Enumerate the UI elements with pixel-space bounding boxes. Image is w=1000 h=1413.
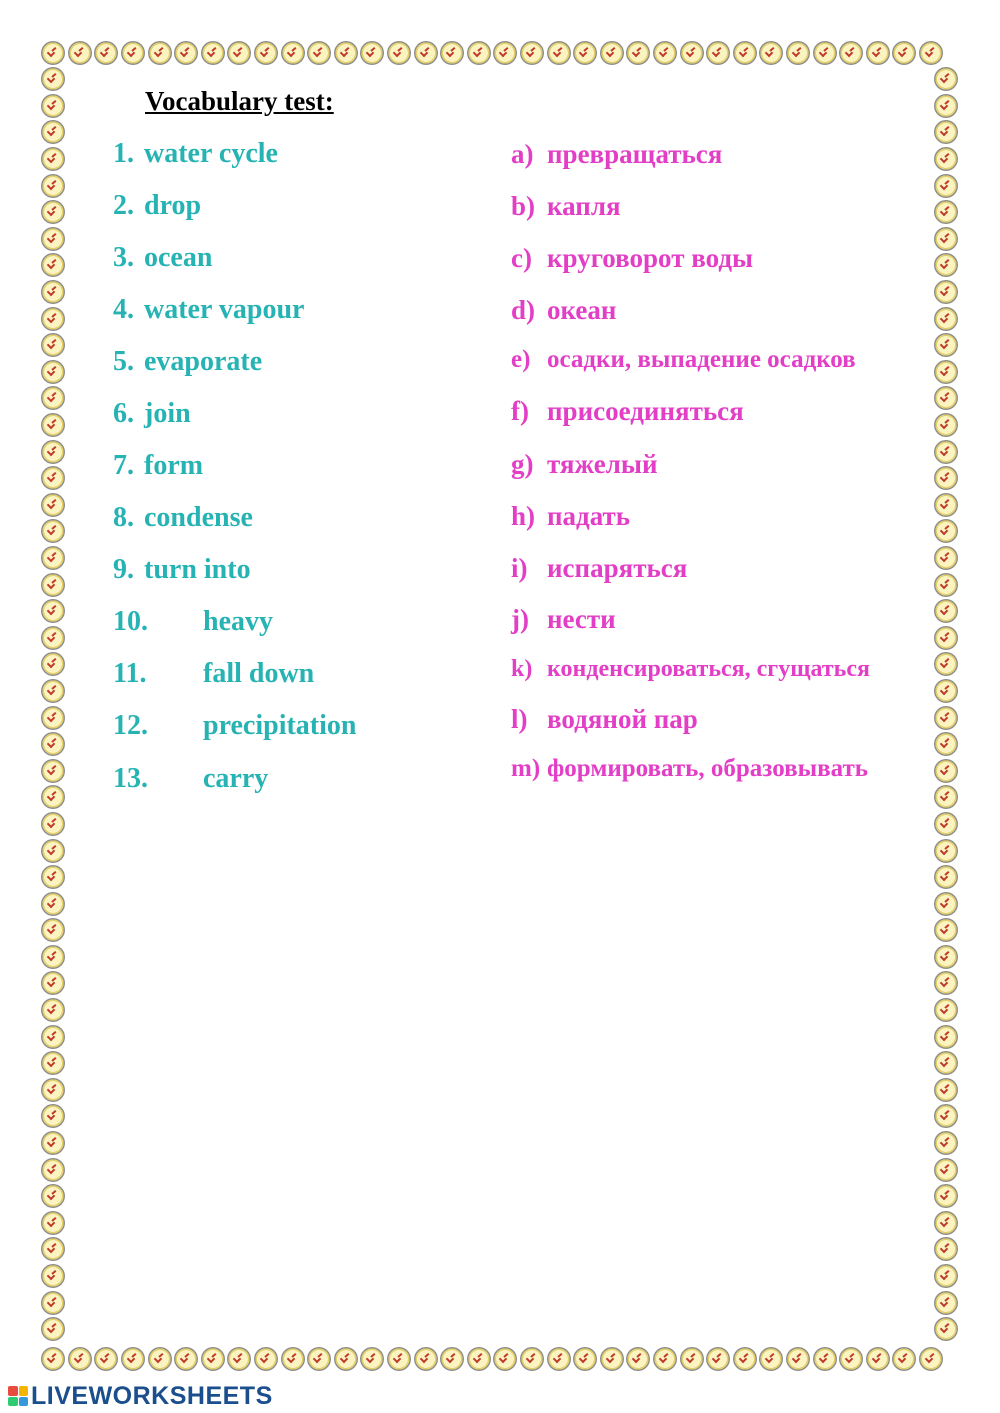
translation-text: океан — [547, 295, 617, 325]
term-number: 13. — [113, 763, 148, 794]
clock-icon — [934, 759, 958, 783]
clock-icon — [934, 200, 958, 224]
translation-letter: i) — [511, 553, 528, 583]
brand-footer — [8, 1381, 273, 1411]
clock-icon — [919, 41, 943, 65]
clock-icon — [41, 200, 65, 224]
clock-icon — [892, 41, 916, 65]
clock-icon — [174, 1347, 198, 1371]
clock-icon — [41, 1184, 65, 1208]
clock-icon — [934, 892, 958, 916]
term-number: 5. — [113, 346, 134, 377]
clock-icon — [680, 1347, 704, 1371]
clock-icon — [866, 1347, 890, 1371]
clock-icon — [786, 1347, 810, 1371]
clock-icon — [934, 626, 958, 650]
clock-icon — [467, 41, 491, 65]
clock-icon — [41, 706, 65, 730]
clock-icon — [41, 1237, 65, 1261]
clock-icon — [934, 1291, 958, 1315]
clock-icon — [41, 599, 65, 623]
clock-icon — [41, 679, 65, 703]
clock-icon — [41, 892, 65, 916]
clock-icon — [41, 1317, 65, 1341]
clock-icon — [934, 573, 958, 597]
term-word: ocean — [144, 242, 213, 273]
clock-icon — [41, 1131, 65, 1155]
term-word: carry — [203, 763, 269, 794]
translation-letter: g) — [511, 449, 534, 479]
english-term-item — [113, 763, 268, 795]
clock-icon — [934, 706, 958, 730]
term-word: turn into — [144, 554, 251, 585]
clock-icon — [41, 41, 65, 65]
term-number: 1. — [113, 138, 134, 169]
clock-icon — [934, 1317, 958, 1341]
clock-border-left — [40, 66, 66, 1343]
clock-icon — [934, 599, 958, 623]
clock-icon — [934, 307, 958, 331]
clock-icon — [41, 652, 65, 676]
clock-icon — [201, 1347, 225, 1371]
translation-text: конденсироваться, сгущаться — [547, 656, 870, 682]
clock-icon — [41, 493, 65, 517]
translation-text: капля — [547, 191, 621, 221]
russian-translation-item — [511, 755, 868, 783]
clock-icon — [573, 1347, 597, 1371]
clock-icon — [934, 1131, 958, 1155]
clock-icon — [334, 41, 358, 65]
translation-text: испаряться — [547, 553, 688, 583]
clock-icon — [520, 41, 544, 65]
clock-icon — [41, 945, 65, 969]
clock-icon — [934, 333, 958, 357]
russian-translation-item — [511, 295, 616, 326]
brand-logo-icon — [8, 1386, 28, 1406]
clock-icon — [94, 41, 118, 65]
clock-icon — [759, 41, 783, 65]
term-word: form — [144, 450, 204, 481]
clock-border-bottom — [40, 1346, 944, 1372]
clock-icon — [201, 41, 225, 65]
translation-letter: a) — [511, 139, 534, 169]
clock-icon — [360, 41, 384, 65]
russian-translation-item — [511, 501, 630, 532]
term-number: 8. — [113, 502, 134, 533]
translation-letter: m) — [511, 755, 541, 782]
term-word: join — [144, 398, 191, 429]
clock-icon — [934, 812, 958, 836]
english-term-item — [113, 346, 262, 378]
clock-icon — [680, 41, 704, 65]
clock-icon — [919, 1347, 943, 1371]
clock-icon — [733, 41, 757, 65]
translation-text: превращаться — [547, 139, 723, 169]
clock-icon — [934, 466, 958, 490]
clock-icon — [334, 1347, 358, 1371]
clock-icon — [41, 839, 65, 863]
translation-text: круговорот воды — [547, 243, 754, 273]
clock-icon — [281, 41, 305, 65]
clock-icon — [934, 493, 958, 517]
translation-text: нести — [547, 604, 616, 634]
clock-icon — [934, 280, 958, 304]
clock-icon — [934, 945, 958, 969]
clock-icon — [41, 971, 65, 995]
clock-icon — [414, 1347, 438, 1371]
translation-text: формировать, образовывать — [547, 755, 868, 782]
term-word: precipitation — [203, 710, 357, 741]
clock-icon — [934, 440, 958, 464]
translation-text: тяжелый — [547, 449, 658, 479]
clock-icon — [227, 1347, 251, 1371]
term-number: 4. — [113, 294, 134, 325]
english-term-item — [113, 502, 253, 534]
clock-icon — [41, 174, 65, 198]
clock-icon — [41, 1347, 65, 1371]
clock-icon — [934, 1104, 958, 1128]
clock-icon — [387, 1347, 411, 1371]
clock-icon — [41, 546, 65, 570]
clock-icon — [786, 41, 810, 65]
clock-icon — [759, 1347, 783, 1371]
clock-icon — [148, 41, 172, 65]
clock-icon — [41, 1051, 65, 1075]
clock-icon — [733, 1347, 757, 1371]
clock-icon — [41, 1264, 65, 1288]
russian-translation-item — [511, 604, 616, 635]
clock-icon — [41, 466, 65, 490]
clock-icon — [813, 41, 837, 65]
translation-text: падать — [547, 501, 631, 531]
clock-icon — [41, 227, 65, 251]
russian-translation-item — [511, 243, 753, 274]
russian-translation-item — [511, 656, 870, 683]
translation-letter: b) — [511, 191, 536, 221]
clock-icon — [934, 94, 958, 118]
clock-icon — [934, 360, 958, 384]
clock-icon — [626, 41, 650, 65]
clock-icon — [41, 785, 65, 809]
clock-icon — [360, 1347, 384, 1371]
clock-icon — [41, 1104, 65, 1128]
clock-icon — [41, 918, 65, 942]
clock-icon — [934, 1025, 958, 1049]
clock-icon — [600, 41, 624, 65]
clock-icon — [41, 253, 65, 277]
clock-icon — [41, 333, 65, 357]
term-word: water vapour — [144, 294, 305, 325]
clock-icon — [493, 1347, 517, 1371]
clock-icon — [41, 759, 65, 783]
term-number: 2. — [113, 190, 134, 221]
clock-icon — [934, 227, 958, 251]
term-number: 11. — [113, 658, 147, 689]
term-number: 9. — [113, 554, 134, 585]
clock-icon — [41, 1291, 65, 1315]
clock-icon — [307, 1347, 331, 1371]
translation-letter: k) — [511, 656, 533, 682]
clock-icon — [387, 41, 411, 65]
clock-icon — [41, 386, 65, 410]
clock-icon — [600, 1347, 624, 1371]
russian-translation-item — [511, 191, 621, 222]
term-word: water cycle — [144, 138, 278, 169]
clock-icon — [934, 839, 958, 863]
term-word: fall down — [203, 658, 315, 689]
clock-icon — [41, 280, 65, 304]
clock-icon — [41, 998, 65, 1022]
translation-letter: j) — [511, 604, 529, 634]
clock-icon — [41, 865, 65, 889]
clock-icon — [547, 41, 571, 65]
russian-translation-item — [511, 396, 744, 427]
term-number: 12. — [113, 710, 148, 741]
translation-text: водяной пар — [547, 704, 698, 734]
clock-icon — [41, 812, 65, 836]
clock-border-top — [40, 40, 944, 66]
clock-icon — [121, 1347, 145, 1371]
page-title: Vocabulary test: — [145, 86, 334, 116]
english-term-item — [113, 190, 201, 222]
clock-icon — [934, 147, 958, 171]
clock-icon — [41, 413, 65, 437]
clock-icon — [934, 918, 958, 942]
clock-icon — [41, 360, 65, 384]
clock-icon — [41, 67, 65, 91]
clock-icon — [467, 1347, 491, 1371]
clock-icon — [934, 1211, 958, 1235]
clock-icon — [68, 41, 92, 65]
clock-icon — [934, 519, 958, 543]
term-number: 10. — [113, 606, 148, 637]
clock-icon — [41, 519, 65, 543]
clock-icon — [934, 652, 958, 676]
english-term-item — [113, 398, 191, 430]
translation-letter: h) — [511, 501, 536, 531]
term-number: 3. — [113, 242, 134, 273]
clock-icon — [934, 67, 958, 91]
clock-icon — [839, 1347, 863, 1371]
clock-icon — [706, 1347, 730, 1371]
brand-name: LIVEWORKSHEETS — [31, 1381, 273, 1410]
english-term-item — [113, 554, 251, 586]
clock-icon — [653, 41, 677, 65]
clock-icon — [934, 785, 958, 809]
clock-icon — [653, 1347, 677, 1371]
english-term-item — [113, 710, 356, 742]
clock-icon — [281, 1347, 305, 1371]
clock-icon — [934, 971, 958, 995]
clock-icon — [254, 41, 278, 65]
clock-icon — [307, 41, 331, 65]
translation-text: осадки, выпадение осадков — [547, 346, 856, 373]
english-term-item — [113, 294, 304, 326]
russian-translation-item — [511, 704, 698, 735]
clock-icon — [520, 1347, 544, 1371]
translation-letter: c) — [511, 243, 532, 273]
clock-icon — [934, 174, 958, 198]
clock-icon — [440, 1347, 464, 1371]
clock-icon — [493, 41, 517, 65]
clock-icon — [934, 1051, 958, 1075]
clock-icon — [41, 440, 65, 464]
clock-icon — [41, 1025, 65, 1049]
clock-icon — [41, 732, 65, 756]
clock-icon — [94, 1347, 118, 1371]
translation-letter: l) — [511, 704, 528, 734]
clock-border-right — [933, 66, 959, 1343]
clock-icon — [68, 1347, 92, 1371]
translation-letter: d) — [511, 295, 536, 325]
clock-icon — [934, 253, 958, 277]
clock-icon — [813, 1347, 837, 1371]
clock-icon — [934, 413, 958, 437]
clock-icon — [41, 307, 65, 331]
clock-icon — [626, 1347, 650, 1371]
term-word: condense — [144, 502, 253, 533]
english-term-item — [113, 138, 278, 170]
clock-icon — [934, 865, 958, 889]
russian-translation-item — [511, 139, 722, 170]
clock-icon — [934, 1158, 958, 1182]
clock-icon — [892, 1347, 916, 1371]
clock-icon — [41, 626, 65, 650]
translation-letter: e) — [511, 346, 531, 373]
term-word: drop — [144, 190, 202, 221]
english-term-item — [113, 242, 212, 274]
russian-translation-item — [511, 553, 687, 584]
clock-icon — [573, 41, 597, 65]
clock-icon — [934, 1184, 958, 1208]
english-term-item — [113, 450, 203, 482]
clock-icon — [41, 120, 65, 144]
clock-icon — [934, 998, 958, 1022]
clock-icon — [148, 1347, 172, 1371]
clock-icon — [41, 1078, 65, 1102]
term-number: 7. — [113, 450, 134, 481]
translation-text: присоединяться — [547, 396, 744, 426]
clock-icon — [121, 41, 145, 65]
english-term-item — [113, 606, 273, 638]
clock-icon — [227, 41, 251, 65]
translation-letter: f) — [511, 396, 529, 426]
clock-icon — [254, 1347, 278, 1371]
clock-icon — [706, 41, 730, 65]
clock-icon — [41, 147, 65, 171]
term-word: heavy — [203, 606, 273, 637]
clock-icon — [41, 1158, 65, 1182]
clock-icon — [934, 1237, 958, 1261]
clock-icon — [934, 679, 958, 703]
clock-icon — [414, 41, 438, 65]
clock-icon — [934, 1078, 958, 1102]
term-number: 6. — [113, 398, 134, 429]
clock-icon — [839, 41, 863, 65]
clock-icon — [41, 573, 65, 597]
clock-icon — [866, 41, 890, 65]
clock-icon — [547, 1347, 571, 1371]
clock-icon — [440, 41, 464, 65]
russian-translation-item — [511, 346, 856, 374]
russian-translation-item — [511, 449, 658, 480]
clock-icon — [174, 41, 198, 65]
clock-icon — [41, 94, 65, 118]
clock-icon — [934, 546, 958, 570]
clock-icon — [934, 386, 958, 410]
term-word: evaporate — [144, 346, 263, 377]
clock-icon — [934, 732, 958, 756]
clock-icon — [934, 1264, 958, 1288]
english-term-item — [113, 658, 314, 690]
clock-icon — [934, 120, 958, 144]
clock-icon — [41, 1211, 65, 1235]
